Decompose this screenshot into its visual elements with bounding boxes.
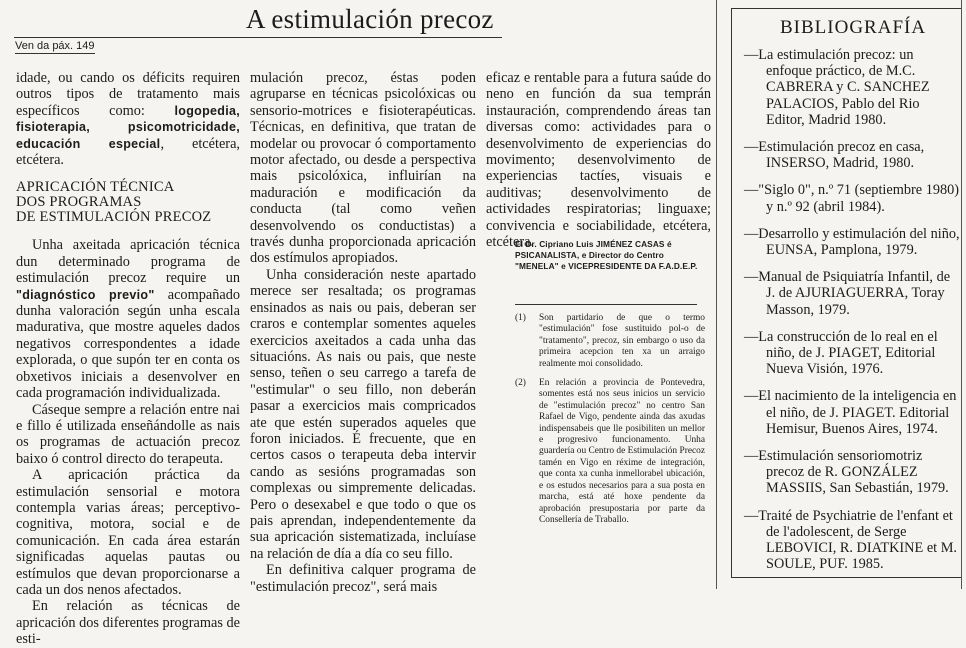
column-3: [486, 70, 711, 250]
col1-p1-terms: logopedia, fisioterapia, psicomotricidade, educación especial: [16, 103, 240, 151]
col1-paragraph-2: [16, 237, 240, 401]
footnote-rule: [515, 304, 697, 305]
bibliography-entry: —La estimulación precoz: un enfoque práctico, de M.C. CABRERA y C. SANCHEZ PALACIOS, Pablo del Rio Editor, Madrid 1980.: [744, 47, 930, 128]
col3-paragraph-1: eficaz e rentable para a futura saúde do neno en función da sua temprán instauración, comprendendo áreas tan diversas como: actividades para o desenvolvimento de experiencias do movimento; desenvolvimento de experiencias tactíes, visuais e auditivas; desenvolvimento de actividades respiratorias; linguaxe; convivencia e sociabilidade, etcétera, etcétera.: [486, 70, 711, 251]
bibliography-entry: —Manual de Psiquiatría Infantil, de J. de AJURIAGUERRA, Toray Masson, 1979.: [744, 269, 951, 318]
heading-line-2: DOS PROGRAMAS: [16, 194, 142, 211]
col1-p2-term: "diagnóstico previo": [16, 287, 155, 302]
bibliography-list: [738, 47, 960, 583]
bibliography-entry: —Estimulación precoz en casa, INSERSO, Madrid, 1980.: [744, 139, 925, 172]
footnote-1: [515, 313, 705, 370]
bibliography-entry: —"Siglo 0", n.º 71 (septiembre 1980) y n.º 92 (abril 1984).: [744, 182, 960, 215]
footnote-number: (1): [515, 313, 526, 323]
footnotes: [515, 313, 705, 534]
footnote-text: Son partidario de que o termo "estimulación" fose sustituido pol-o de "tratamento", precoz, sin embargo o uso da primeira acepcion ten xa un arraigo realmente moi consolidado.: [539, 313, 705, 369]
col1-paragraph-5: En relación as técnicas de apricación dos diferentes programas de esti-: [16, 598, 240, 648]
col1-p1-text: idade, ou cando os déficits requiren outros tipos de tratamento mais específicos como:: [16, 70, 240, 119]
col2-paragraph-1: mulación precoz, éstas poden agruparse en técnicas psicolóxicas ou sensorio-motrices e fisioterapéuticas. Técnicas, en definitiva, que tratan de modelar ou provocar ó comportamento motor afectado, ou desde a perspectiva mais psicolóxica, influirían na maduración e modificación da conducta (tal como veñen desenvolvendo os conductistas) a través dunha proporcionada apricación dos estímulos apropiados.: [250, 70, 476, 267]
column-divider: [716, 0, 717, 589]
column-2: [250, 70, 476, 595]
col2-paragraph-2: Unha consideración neste apartado merece ser resaltada; os programas ensinados as nais ou pais, deberan ser craros e contemplar somentes aqueles exercicios axeitados a cada unha das situacións. As nais ou pais, que neste senso, teñen o seu carrego a tarefa de "estimular" o seu fillo, non deberán pasar a exercicios mais compricados ate que estén superados aqueles que foron iniciados. É frecuente, que en certos casos o terapeuta deba intervir cando as sesións programadas son complexas ou simpremente delicadas. Pero o desexabel e que todo o que os pais aprendan, independentemente da sua apricación sistematizada, incluíase na relación de día a día co seu fillo.: [250, 266, 476, 562]
footnote-number: (2): [515, 378, 526, 389]
col1-paragraph-1: [16, 70, 240, 168]
footnote-2: [515, 378, 705, 526]
section-heading: [16, 180, 240, 225]
heading-line-1: APRICACIÓN TÉCNICA: [16, 179, 175, 196]
col2-paragraph-3: En definitiva calquer programa de "estimulación precoz", será mais: [250, 562, 476, 595]
bibliography-entry: —Traité de Psychiatrie de l'enfant et de l'adolescent, de Serge LEBOVICI, R. DIATKINE et M. SOULE, PUF. 1985.: [744, 507, 957, 573]
col1-p2-tail: acompañado dunha valoración según unha escala madurativa, que mostre aqueles dados negativos correspondentes a idade explorada, o que supón ter en conta os obxetivos iniciais a desenvolver en cada programación individualizada.: [16, 286, 240, 402]
page-edge-rule: [961, 0, 962, 589]
bibliography-title: BIBLIOGRAFÍA: [780, 17, 927, 38]
col1-p1-tail: , etcétera, etcétera.: [16, 135, 240, 169]
author-signature: El Dr. Cipriano Luis JIMÉNEZ CASAS é PSICANALISTA, e Director do Centro "MENELA" e VICEPRESIDENTE DA F.A.D.E.P.: [515, 239, 698, 271]
col1-paragraph-3: Cáseque sempre a relación entre nai e fillo é utilizada enseñándolle as nais os programas de actuación precoz baixo ó control directo do terapeuta.: [16, 401, 240, 467]
heading-line-3: DE ESTIMULACIÓN PRECOZ: [16, 209, 212, 226]
column-1: [16, 70, 240, 648]
article-title: A estimulación precoz: [246, 4, 494, 34]
footnote-text: En relación a provincia de Pontevedra, somentes está nos seus inicios un servicio de "estimulación precoz" no centro San Rafael de Vigo, pendente ainda das axudas indispensabeis que lle posibiliten un mellor e progresivo funcionamento. Unha guardería ou Centro de Estimulación Precoz tamén en Vigo en réxime de integración, que conta xa cunha inmellorabel ubicación, e os estudos necesarios para a sua posta en marcha, está até hoxe pendente da aprobación presupostaria por parte da Consellería de Traballo.: [539, 378, 705, 525]
bibliography-entry: —La construcción de lo real en el niño, de J. PIAGET, Editorial Nueva Visión, 1976.: [744, 328, 938, 378]
bibliography-box: [731, 8, 961, 578]
continued-from-note: Ven da páx. 149: [15, 40, 95, 52]
bibliography-entry: —Estimulación sensoriomotriz precoz de R. GONZÁLEZ MASSIIS, San Sebastián, 1979.: [744, 448, 949, 497]
title-rule: [14, 37, 502, 38]
col1-paragraph-4: A apricación práctica da estimulación sensorial e motora contempla varias áreas; perceptivo-cognitiva, motora, social e de comunicación. En cada área estarán significadas aquelas pautas ou estímulos que devan proporcionarse a cada un dos nenos afectados.: [16, 467, 240, 598]
bibliography-entry: —El nacimiento de la inteligencia en el niño, de J. PIAGET. Editorial Hemisur, Buenos Aires, 1974.: [744, 388, 957, 437]
col1-p2-text: Unha axeitada apricación técnica dun determinado programa de estimulación precoz require un: [16, 237, 240, 287]
bibliography-entry: —Desarrollo y estimulación del niño, EUNSA, Pamplona, 1979.: [744, 225, 960, 259]
